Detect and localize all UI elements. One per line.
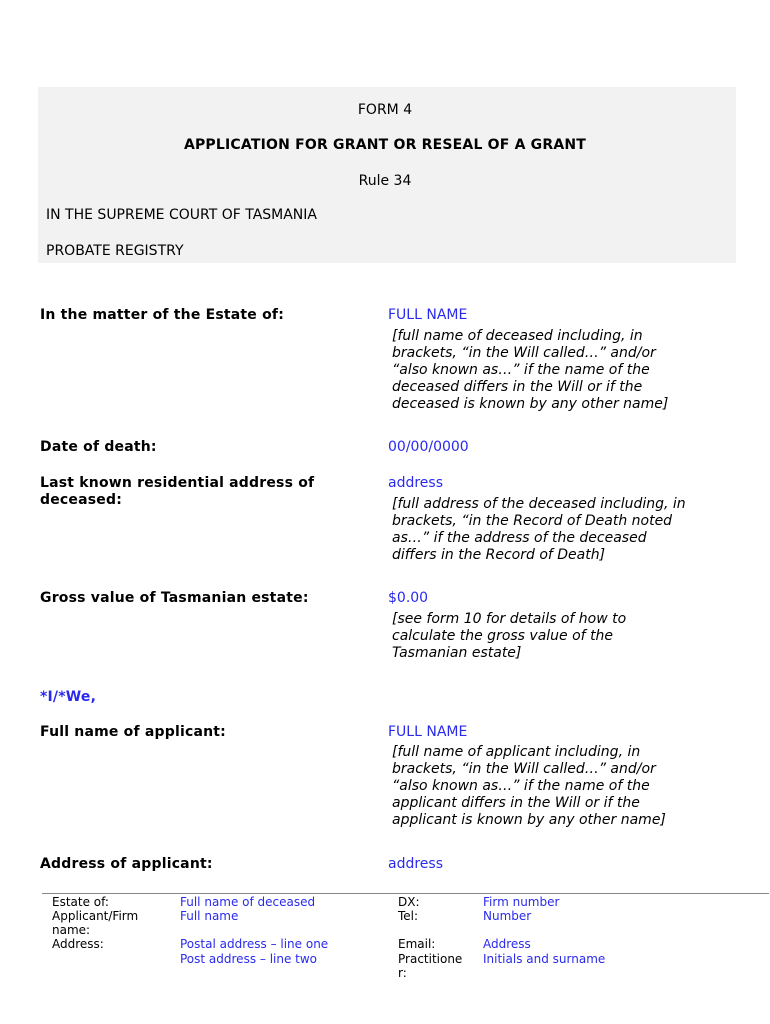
form-title: APPLICATION FOR GRANT OR RESEAL OF A GRANT [183,137,587,153]
date-of-death-label: Date of death: [40,439,157,455]
date-of-death-field[interactable]: 00/00/0000 [388,439,469,455]
estate-name-field[interactable]: FULL NAME [388,307,468,323]
form-rule: Rule 34 [358,173,412,189]
i-we-label: *I/*We, [40,689,97,705]
deceased-address-label: Last known residential address of deceased: [40,475,315,508]
footer-email-value: Address [483,937,531,951]
applicant-address-field[interactable]: address [388,856,444,872]
footer-practitioner-label: Practitione r: [398,952,463,980]
footer-practitioner-value: Initials and surname [483,952,606,966]
applicant-name-note: [full name of applicant including, in brackets, “in the Will called…” and/or “also known as…” if the name of the applicant differs in the Will or if the applicant is known by any other name] [392,744,666,828]
gross-value-label: Gross value of Tasmanian estate: [40,590,309,606]
deceased-address-field[interactable]: address [388,475,444,491]
footer-applicant-value: Full name [180,909,239,923]
footer-address-line2: Post address – line two [180,952,318,966]
footer-address-line1: Postal address – line one [180,937,329,951]
applicant-name-label: Full name of applicant: [40,724,226,740]
footer-estate-label: Estate of: [52,895,109,909]
registry-name: PROBATE REGISTRY [46,243,184,259]
footer-tel-value: Number [483,909,532,923]
footer-email-label: Email: [398,937,436,951]
footer-address-label: Address: [52,937,104,951]
applicant-name-field[interactable]: FULL NAME [388,724,468,740]
footer-applicant-label: Applicant/Firm name: [52,909,139,937]
footer-tel-label: Tel: [398,909,419,923]
footer-divider [42,893,769,894]
estate-label: In the matter of the Estate of: [40,307,284,323]
footer-estate-value: Full name of deceased [180,895,316,909]
court-name: IN THE SUPREME COURT OF TASMANIA [46,207,317,223]
footer-dx-value: Firm number [483,895,560,909]
gross-value-note: [see form 10 for details of how to calculate the gross value of the Tasmanian estate] [392,611,627,661]
deceased-address-note: [full address of the deceased including, in brackets, “in the Record of Death noted as…” if the address of the deceased differs in the Record of Death] [392,496,686,563]
gross-value-field[interactable]: $0.00 [388,590,429,606]
applicant-address-label: Address of applicant: [40,856,213,872]
estate-note: [full name of deceased including, in brackets, “in the Will called…” and/or “also known as…” if the name of the deceased differs in the Will or if the deceased is known by any other name] [392,328,669,412]
footer-dx-label: DX: [398,895,420,909]
form-number: FORM 4 [357,102,413,118]
